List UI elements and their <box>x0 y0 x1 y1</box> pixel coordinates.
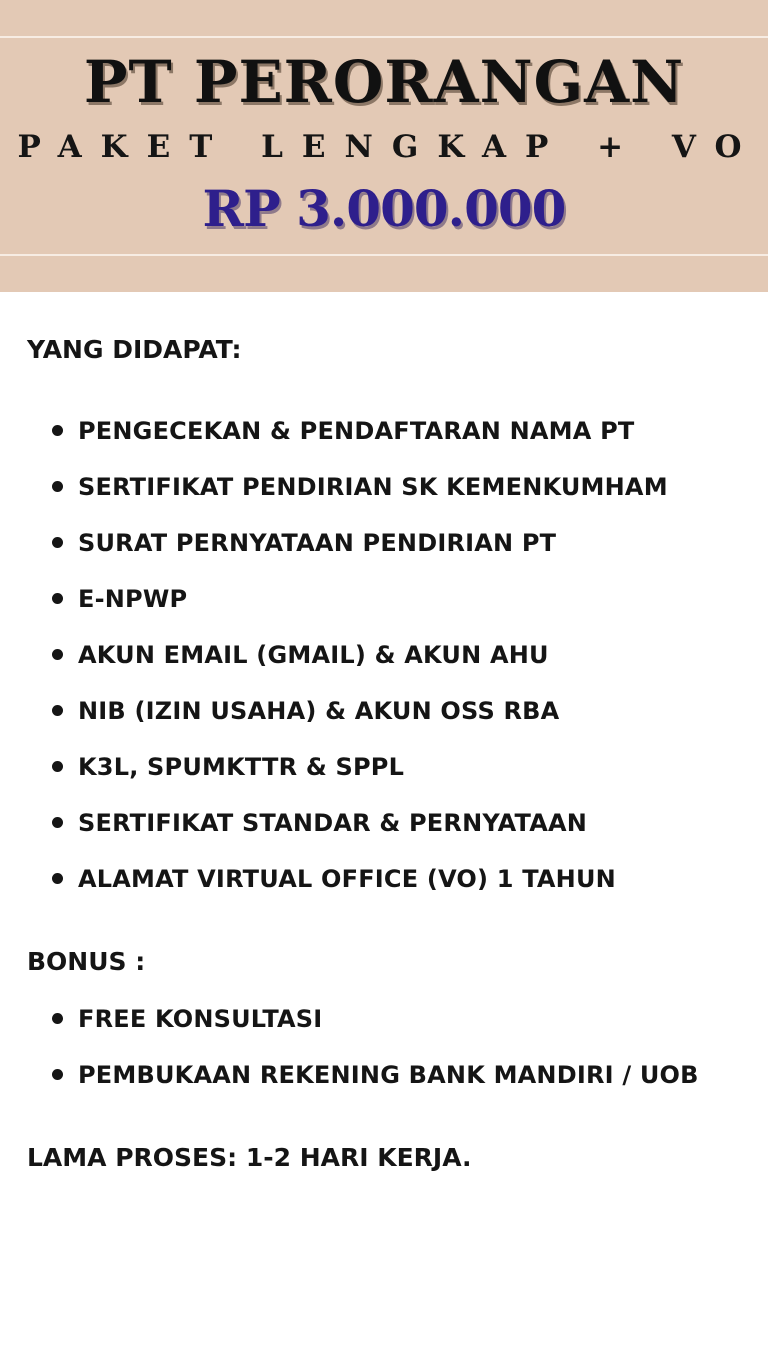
list-item-text: SURAT PERNYATAAN PENDIRIAN PT <box>78 529 557 557</box>
header-banner <box>0 0 768 292</box>
process-duration: LAMA PROSES: 1-2 HARI KERJA. <box>27 1143 472 1172</box>
list-item-text: NIB (IZIN USAHA) & AKUN OSS RBA <box>78 697 560 725</box>
list-item <box>0 851 768 907</box>
bullet-icon <box>52 1013 63 1024</box>
bullet-icon <box>52 481 63 492</box>
list-item-text: SERTIFIKAT PENDIRIAN SK KEMENKUMHAM <box>78 473 668 501</box>
banner-divider-bottom <box>0 254 768 256</box>
list-item <box>0 571 768 627</box>
benefits-heading: YANG DIDAPAT: <box>27 335 242 364</box>
bullet-icon <box>52 705 63 716</box>
list-item-text: ALAMAT VIRTUAL OFFICE (VO) 1 TAHUN <box>78 865 616 893</box>
bullet-icon <box>52 873 63 884</box>
list-item <box>0 459 768 515</box>
list-item <box>0 739 768 795</box>
list-item-text: K3L, SPUMKTTR & SPPL <box>78 753 405 781</box>
bullet-icon <box>52 761 63 772</box>
list-item-text: SERTIFIKAT STANDAR & PERNYATAAN <box>78 809 588 837</box>
list-item <box>0 403 768 459</box>
list-item-text: PEMBUKAAN REKENING BANK MANDIRI / UOB <box>78 1061 699 1089</box>
bullet-icon <box>52 649 63 660</box>
bullet-icon <box>52 817 63 828</box>
list-item-text: PENGECEKAN & PENDAFTARAN NAMA PT <box>78 417 635 445</box>
package-subtitle: PAKET LENGKAP + VO <box>17 129 761 165</box>
bullet-icon <box>52 1069 63 1080</box>
list-item-text: AKUN EMAIL (GMAIL) & AKUN AHU <box>78 641 549 669</box>
list-item <box>0 991 768 1047</box>
bonus-heading: BONUS : <box>27 947 146 976</box>
bonus-list <box>0 991 768 1103</box>
package-price: RP 3.000.000 <box>202 179 566 238</box>
list-item <box>0 515 768 571</box>
banner-divider-top <box>0 36 768 38</box>
list-item <box>0 1047 768 1103</box>
list-item <box>0 795 768 851</box>
bullet-icon <box>52 593 63 604</box>
bullet-icon <box>52 537 63 548</box>
list-item <box>0 627 768 683</box>
list-item-text: FREE KONSULTASI <box>78 1005 323 1033</box>
benefits-list <box>0 403 768 907</box>
package-title: PT PERORANGAN <box>83 48 685 116</box>
bullet-icon <box>52 425 63 436</box>
list-item-text: E-NPWP <box>78 585 188 613</box>
list-item <box>0 683 768 739</box>
